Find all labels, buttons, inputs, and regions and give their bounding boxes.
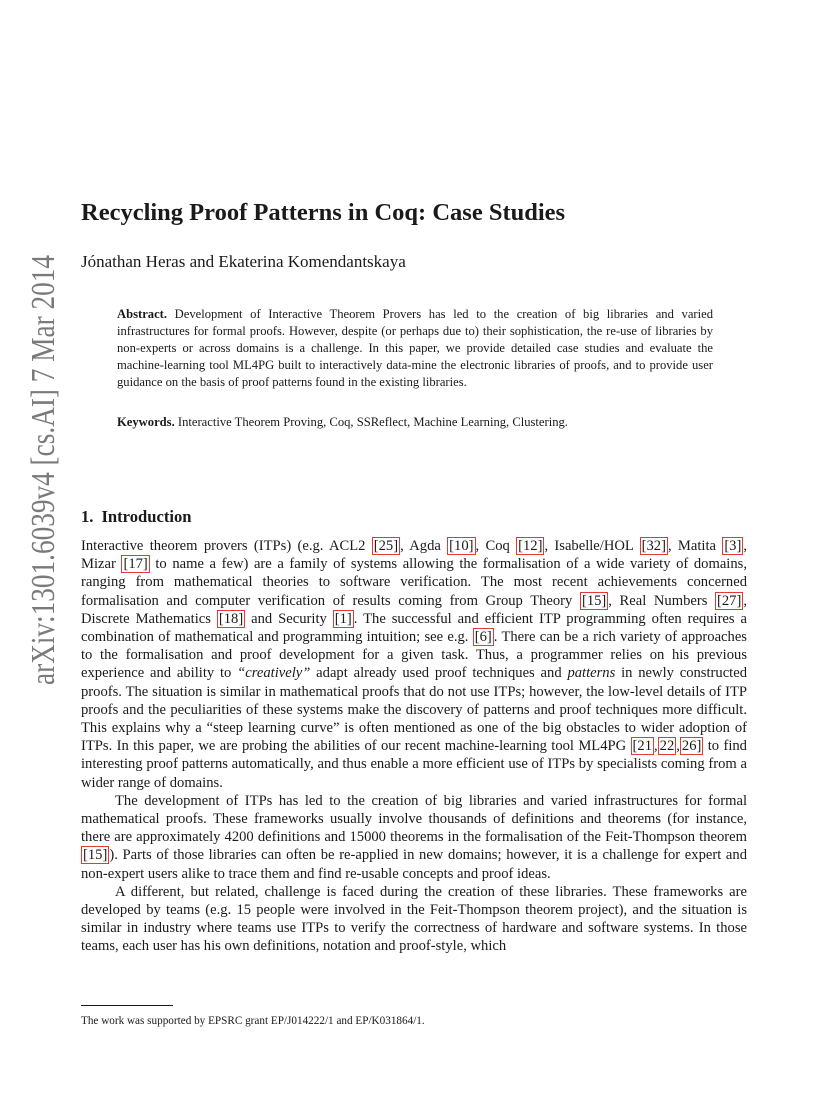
abstract-label: Abstract. xyxy=(117,307,168,321)
arxiv-stamp-svg xyxy=(22,255,64,685)
text-run: to name a few) are a family of systems allowing the formalisation of a wide variety of domains, ranging from mathematical theories to software verification. The most recent achievements concerned formalisation and computer verification of results coming from Group Theory xyxy=(81,556,747,609)
text-run: , Isabelle/HOL xyxy=(544,538,640,554)
text-run: , Coq xyxy=(475,538,517,554)
text-run: , Matita xyxy=(667,538,723,554)
citation-link[interactable]: [10] xyxy=(449,538,474,554)
text-run: A different, but related, challenge is faced during the creation of these libraries. These frameworks are developed by teams (e.g. 15 people were involved in the Feit-Thompson theorem project), and the situation is similar in industry where teams use ITPs to verify the correctness of hardware and software systems. In those teams, each user has his own definitions, notation and proof-style, which xyxy=(81,883,747,955)
citation-link[interactable]: [3] xyxy=(724,538,742,554)
paragraph xyxy=(81,883,747,956)
author-list: Jónathan Heras and Ekaterina Komendantskaya xyxy=(81,252,406,271)
footnote-divider xyxy=(81,1005,173,1006)
abstract xyxy=(117,306,713,391)
citation-link[interactable]: [32] xyxy=(641,538,666,554)
text-run: . The successful and efficient ITP programming often requires a combination of mathematical and programming intuition; see e.g. xyxy=(81,610,748,646)
text-run: , Mizar xyxy=(81,538,747,573)
paragraph xyxy=(81,537,747,792)
paragraph xyxy=(81,792,747,883)
citation-link[interactable]: [1] xyxy=(334,610,352,627)
keywords-text: Interactive Theorem Proving, Coq, SSReflect, Machine Learning, Clustering. xyxy=(177,415,568,429)
text-run: , Discrete Mathematics xyxy=(81,592,747,627)
text-run: . There can be a rich variety of approaches to the formalisation and proof development for a given task. Thus, a programmer relies on his previous experience and ability to xyxy=(81,629,747,682)
section-heading xyxy=(81,507,192,527)
text-run: , xyxy=(676,738,680,755)
emphasis: “creatively” xyxy=(237,665,311,682)
citation-link[interactable]: 26] xyxy=(681,738,702,755)
arxiv-identifier-stamp xyxy=(22,255,64,685)
text-run: to find interesting proof patterns automatically, and thus enable a more efficient use of ITPs by specialists coming from a wider range of domains. xyxy=(81,738,747,791)
text-run: ). Parts of those libraries can often be re-applied in new domains; however, it is a challenge for expert and non-expert users alike to trace them and find re-usable concepts and proof ideas. xyxy=(81,847,747,882)
arxiv-id-text: arXiv:1301.6039v4 [cs.AI] 7 Mar 2014 xyxy=(25,255,62,685)
citation-link[interactable]: [6] xyxy=(474,629,492,646)
text-run: adapt already used proof techniques and xyxy=(310,665,568,682)
keywords-label: Keywords. xyxy=(117,415,175,429)
citation-link[interactable]: [21 xyxy=(632,738,653,755)
footnote: The work was supported by EPSRC grant EP/J014222/1 and EP/K031864/1. xyxy=(81,1015,425,1027)
abstract-text: Development of Interactive Theorem Provers has led to the creation of big libraries and varied infrastructures for formal proofs. However, despite (or perhaps due to) their sophistication, the re-use of libraries by non-experts or across domains is a challenge. In this paper, we provide detailed case studies and evaluate the machine-learning tool ML4PG built to interactively data-mine the electronic libraries of proofs, and to provide user guidance on the basis of proof patterns found in the existing libraries. xyxy=(117,307,714,390)
text-run: , Agda xyxy=(400,538,448,554)
keywords xyxy=(117,414,713,431)
citation-link[interactable]: [17] xyxy=(123,556,148,573)
text-run: , xyxy=(654,738,658,755)
paper-title: Recycling Proof Patterns in Coq: Case Studies xyxy=(81,199,566,226)
citation-link[interactable]: [15] xyxy=(581,592,607,609)
body-text xyxy=(81,537,747,956)
text-run: and Security xyxy=(245,610,333,627)
text-run: in newly constructed proofs. The situation is similar in mathematical proofs that do not use ITPs; however, the low-level details of ITP proofs and the peculiarities of these systems make the discovery of patterns and proof techniques more difficult. This explains why a “steep learning curve” is often mentioned as one of the big obstacles to wider adoption of ITPs. In this paper, we are probing the abilities of our recent machine-learning tool ML4PG xyxy=(81,665,747,755)
emphasis: patterns xyxy=(567,665,616,682)
section-number: 1. xyxy=(81,507,94,526)
citation-link[interactable]: [27] xyxy=(717,592,742,609)
citation-link[interactable]: [12] xyxy=(518,538,543,554)
citation-link[interactable]: [25] xyxy=(373,538,399,554)
citation-link[interactable]: [15] xyxy=(83,847,108,864)
citation-link[interactable]: [18] xyxy=(218,610,244,627)
section-title: Introduction xyxy=(101,507,192,526)
citation-link[interactable]: 22 xyxy=(659,738,675,755)
text-run: The development of ITPs has led to the creation of big libraries and varied infrastructures for formal mathematical proofs. These frameworks usually involve thousands of definitions and theorems (for instance, there are approximately 4200 definitions and 15000 theorems in the formalisation of the Feit-Thompson theorem xyxy=(81,792,747,846)
text-run: Interactive theorem provers (ITPs) (e.g. ACL2 xyxy=(81,538,372,554)
text-run: , Real Numbers xyxy=(608,592,716,609)
